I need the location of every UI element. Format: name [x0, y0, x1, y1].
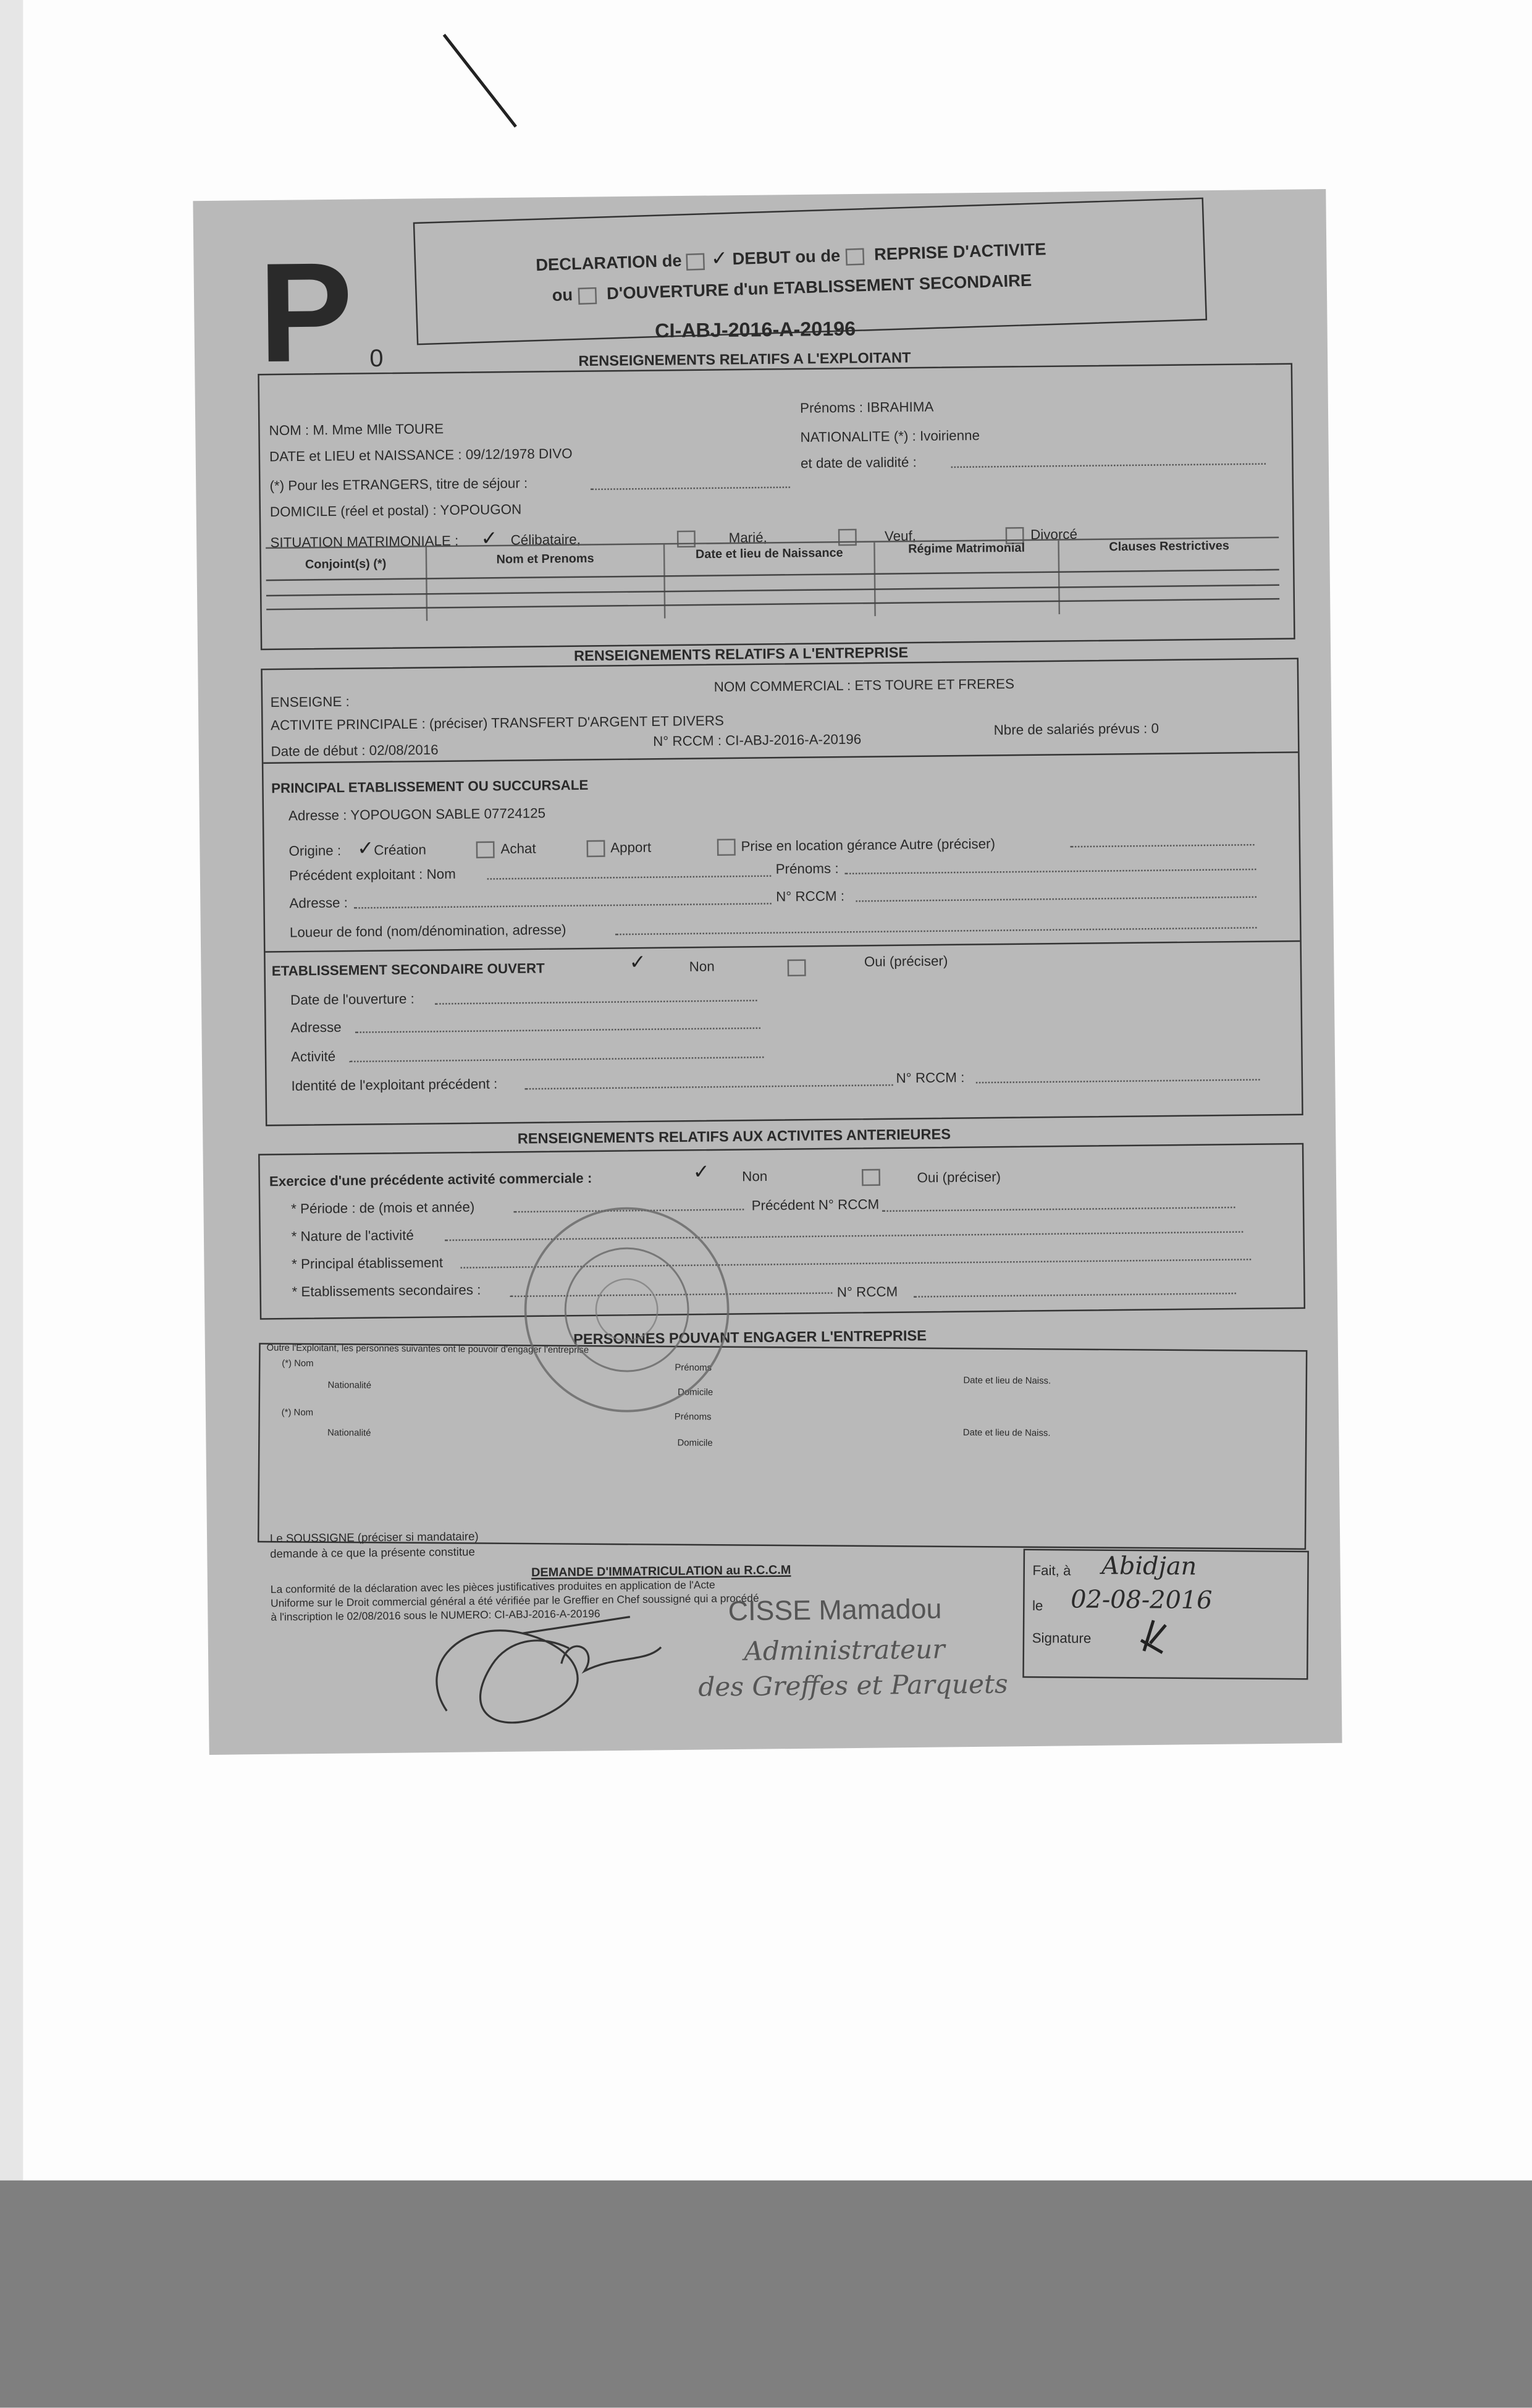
- secondaire-oui-checkbox[interactable]: [788, 959, 806, 976]
- ouverture-checkbox[interactable]: [577, 287, 596, 304]
- loueur-field: Loueur de fond (nom/dénomination, adresse): [289, 921, 566, 940]
- validite-field: et date de validité :: [800, 454, 917, 471]
- check-mark-icon: ✓: [710, 248, 728, 272]
- activite-principale-field: ACTIVITE PRINCIPALE : (préciser) TRANSFERT D'ARGENT ET DIVERS: [270, 712, 724, 733]
- form-letter: P: [258, 234, 354, 392]
- entreprise-section: [261, 657, 1303, 1126]
- check-mark-icon: ✓: [629, 952, 646, 975]
- demande-line-3: à l'inscription le 02/08/2016 sous le NUMERO: CI-ABJ-2016-A-20196: [271, 1609, 600, 1624]
- signature-mark: [1132, 1613, 1178, 1659]
- personne-prenoms: Prénoms: [674, 1413, 712, 1423]
- reprise-checkbox[interactable]: [844, 248, 864, 265]
- periode-field: * Période : de (mois et année): [291, 1199, 475, 1217]
- form-index: 0: [369, 346, 384, 373]
- personne-nom: (*) Nom: [282, 1359, 314, 1370]
- check-mark-icon: ✓: [481, 528, 498, 551]
- conjoints-table: [266, 536, 1279, 622]
- reprise-label: REPRISE D'ACTIVITE: [873, 240, 1046, 265]
- precedent-rccm-field: Précédent N° RCCM: [751, 1196, 880, 1214]
- achat-checkbox[interactable]: [476, 842, 495, 859]
- stamp-name: CISSE Mamadou: [728, 1594, 942, 1627]
- section-title-entreprise: RENSEIGNEMENTS RELATIFS A L'ENTREPRISE: [573, 644, 909, 665]
- section-title-exploitant: RENSEIGNEMENTS RELATIFS A L'EXPLOITANT: [578, 350, 911, 371]
- precedent-adresse-field: Adresse :: [289, 895, 348, 911]
- declaration-label: DECLARATION de: [535, 252, 683, 276]
- personnes-section: [258, 1343, 1307, 1550]
- precedent-prenoms-field: Prénoms :: [775, 860, 839, 877]
- option-celibataire[interactable]: Célibataire,: [510, 531, 581, 548]
- personnes-intro: Outre l'Exploitant, les personnes suivantes ont le pouvoir d'engager l'entreprise: [266, 1344, 589, 1356]
- anterieures-oui-checkbox[interactable]: [862, 1169, 880, 1186]
- anterieures-non[interactable]: Non: [742, 1168, 768, 1185]
- personne-nationalite: Nationalité: [327, 1429, 371, 1439]
- exercice-field: Exercice d'une précédente activité commerciale :: [269, 1170, 592, 1189]
- secondaire-rccm-field: N° RCCM :: [896, 1070, 965, 1086]
- secondaire-adresse-field: Adresse: [290, 1019, 342, 1036]
- declaration-form: [193, 189, 1342, 1755]
- nom-commercial-field: NOM COMMERCIAL : ETS TOURE ET FRERES: [713, 676, 1015, 695]
- option-apport[interactable]: Apport: [610, 839, 652, 856]
- debut-label: DEBUT ou de: [732, 247, 841, 269]
- personne-nom: (*) Nom: [281, 1409, 314, 1419]
- ouverture-label: D'OUVERTURE d'un ETABLISSEMENT SECONDAIRE: [606, 272, 1032, 304]
- round-seal-stamp: [510, 1201, 743, 1419]
- enseigne-field: ENSEIGNE :: [270, 693, 350, 711]
- greffier-signature: [415, 1600, 754, 1734]
- anterieures-rccm-field: N° RCCM: [836, 1283, 898, 1300]
- option-divorce[interactable]: Divorcé: [1030, 526, 1078, 543]
- exploitant-section: [258, 363, 1295, 650]
- principal-etablissement-field: * Principal établissement: [291, 1254, 444, 1272]
- signature-label: Signature: [1032, 1630, 1092, 1646]
- section-title-personnes: PERSONNES POUVANT ENGAGER L'ENTREPRISE: [573, 1328, 927, 1349]
- anterieures-section: [258, 1143, 1305, 1320]
- option-veuf[interactable]: Veuf,: [884, 528, 917, 544]
- declaration-line-2: [552, 272, 1032, 305]
- demande-title: DEMANDE D'IMMATRICULATION au R.C.C.M: [531, 1563, 791, 1580]
- rccm-number: CI-ABJ-2016-A-20196: [654, 316, 856, 342]
- check-mark-icon: ✓: [692, 1161, 710, 1185]
- table-header: Conjoint(s) (*): [266, 547, 427, 622]
- table-header: Nom et Prenoms: [427, 544, 665, 620]
- precedent-rccm-field: N° RCCM :: [776, 888, 845, 905]
- secondaire-non[interactable]: Non: [689, 958, 715, 974]
- personne-domicile: Domicile: [678, 1388, 713, 1398]
- principal-title: PRINCIPAL ETABLISSEMENT OU SUCCURSALE: [271, 777, 589, 796]
- situation-label: SITUATION MATRIMONIALE :: [270, 533, 459, 551]
- option-achat[interactable]: Achat: [500, 840, 536, 857]
- nationalite-field: NATIONALITE (*) : Ivoirienne: [800, 428, 980, 446]
- section-title-anterieures: RENSEIGNEMENTS RELATIFS AUX ACTIVITES ANTERIEURES: [517, 1126, 951, 1149]
- declaration-line-1: [536, 238, 1046, 277]
- stamp-role: Administrateur: [744, 1635, 945, 1668]
- le-label: le: [1032, 1598, 1043, 1614]
- origine-label: Origine :: [288, 843, 342, 859]
- rccm-field: N° RCCM : CI-ABJ-2016-A-20196: [653, 731, 862, 750]
- identite-field: Identité de l'exploitant précédent :: [291, 1076, 498, 1094]
- personne-prenoms: Prénoms: [675, 1364, 712, 1374]
- demande-line-1: La conformité de la déclaration avec les pièces justificatives produites en application de l'Acte: [270, 1581, 715, 1596]
- location-checkbox[interactable]: [717, 839, 735, 856]
- table-header: Date et lieu de Naissance: [665, 543, 876, 619]
- etrangers-field: (*) Pour les ETRANGERS, titre de séjour :: [269, 475, 528, 494]
- naissance-field: DATE et LIEU et NAISSANCE : 09/12/1978 DIVO: [269, 446, 573, 465]
- pen-mark: [444, 34, 517, 127]
- secondaire-title: ETABLISSEMENT SECONDAIRE OUVERT: [271, 960, 545, 979]
- origine-row: [288, 831, 995, 861]
- table-header: Clauses Restrictives: [1109, 538, 1229, 554]
- demande-line-2: Uniforme sur le Droit commercial général a été vérifiée par le Greffier en Chef soussigné qui a procédé: [271, 1594, 759, 1610]
- ou-label: ou: [552, 286, 573, 306]
- fait-label: Fait, à: [1032, 1562, 1071, 1579]
- secondaire-activite-field: Activité: [290, 1049, 336, 1065]
- fait-lieu: Abidjan: [1101, 1550, 1197, 1581]
- salaries-field: Nbre de salariés prévus : 0: [993, 720, 1160, 738]
- personne-domicile: Domicile: [677, 1439, 713, 1449]
- personne-naissance: Date et lieu de Naiss.: [963, 1377, 1051, 1387]
- nature-field: * Nature de l'activité: [291, 1227, 414, 1244]
- principal-adresse: Adresse : YOPOUGON SABLE 07724125: [288, 805, 546, 824]
- debut-checkbox[interactable]: [686, 253, 705, 270]
- fait-date: 02-08-2016: [1071, 1584, 1213, 1615]
- scanner-bottom-area: [0, 2181, 1532, 2408]
- date-ouverture-field: Date de l'ouverture :: [290, 991, 415, 1008]
- option-location-autre[interactable]: Prise en location gérance Autre (préciser): [741, 835, 996, 855]
- domicile-field: DOMICILE (réel et postal) : YOPOUGON: [269, 501, 522, 520]
- precedent-nom-field: Précédent exploitant : Nom: [288, 866, 456, 884]
- nom-field: NOM : M. Mme Mlle TOURE: [269, 421, 444, 439]
- table-header: Régime Matrimonial: [875, 541, 1060, 616]
- scanner-margin: [0, 0, 23, 2181]
- date-debut-field: Date de début : 02/08/2016: [271, 741, 439, 759]
- option-creation[interactable]: Création: [374, 842, 427, 858]
- personne-nationalite: Nationalité: [327, 1382, 372, 1392]
- fait-box: [1022, 1549, 1309, 1680]
- soussigne-line-2: demande à ce que la présente constitue: [270, 1544, 475, 1561]
- soussigne-line-1: Le SOUSSIGNE (préciser si mandataire): [269, 1529, 479, 1545]
- option-marie[interactable]: Marié,: [728, 530, 767, 546]
- apport-checkbox[interactable]: [586, 840, 604, 858]
- prenoms-field: Prénoms : IBRAHIMA: [799, 399, 934, 416]
- anterieures-oui[interactable]: Oui (préciser): [917, 1169, 1001, 1186]
- etablissements-secondaires-field: * Etablissements secondaires :: [292, 1282, 481, 1299]
- personne-naissance: Date et lieu de Naiss.: [962, 1429, 1051, 1439]
- check-mark-icon: ✓: [357, 838, 374, 861]
- stamp-office: des Greffes et Parquets: [698, 1670, 1009, 1704]
- secondaire-oui[interactable]: Oui (préciser): [864, 953, 948, 970]
